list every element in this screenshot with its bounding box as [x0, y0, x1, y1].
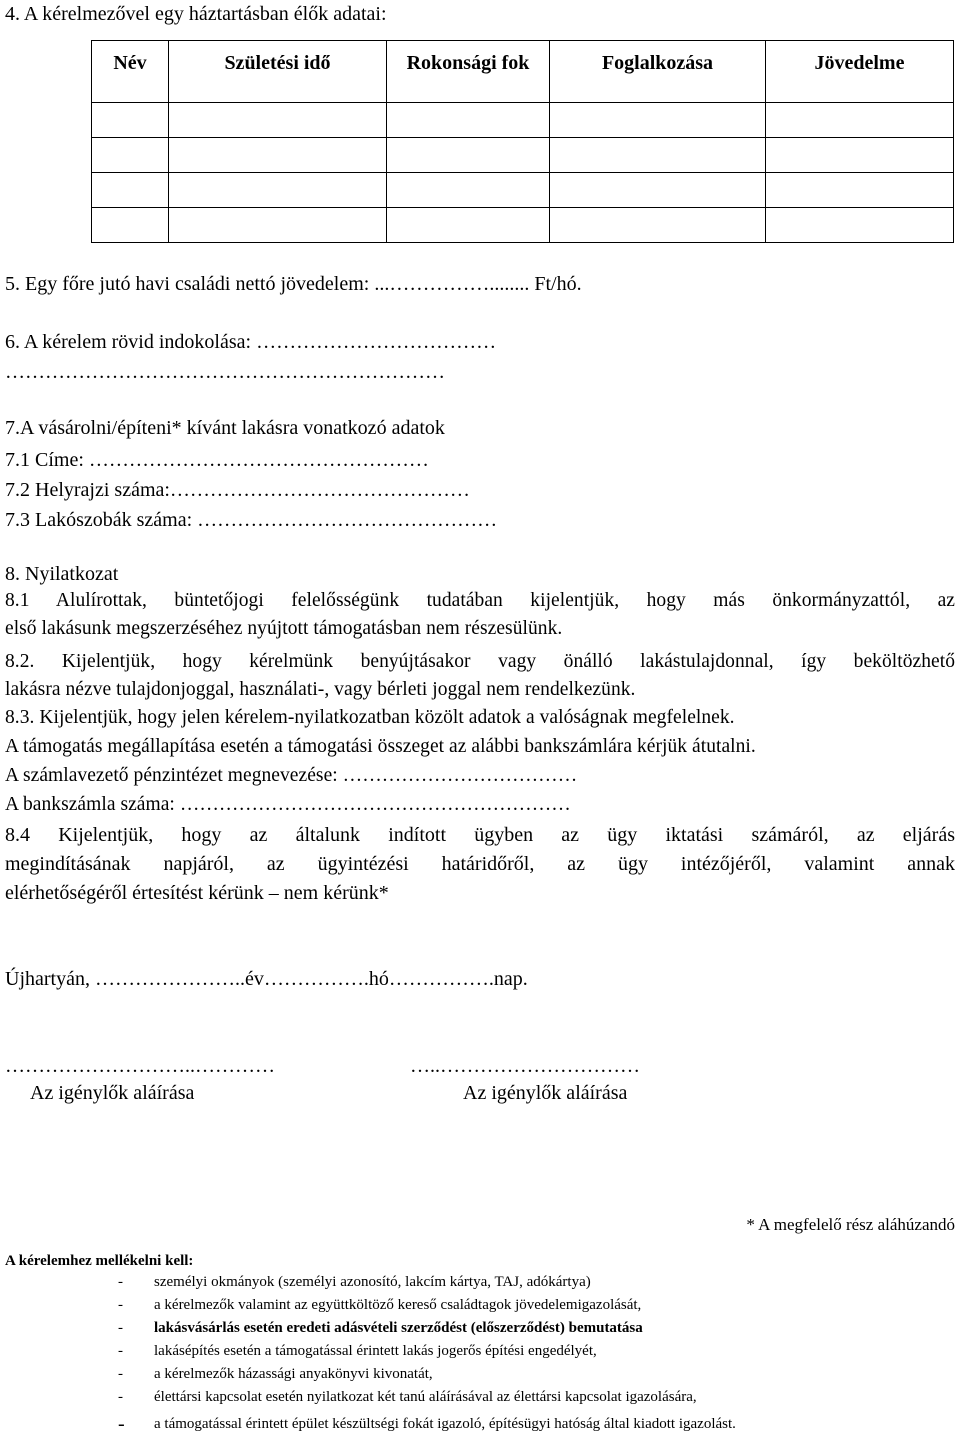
net-income-per-person-line[interactable]: 5. Egy főre jutó havi családi nettó jövedelem: ...……………........ Ft/hó.: [5, 273, 582, 295]
cell[interactable]: [169, 103, 387, 138]
dash: -: [118, 1343, 123, 1359]
table-row: [92, 138, 954, 173]
list-item-text: a kérelmezők házassági anyakönyvi kivonatát,: [154, 1366, 433, 1382]
cell[interactable]: [387, 138, 550, 173]
date-line[interactable]: Újhartyán, …………………..év…………….hó…………….nap.: [5, 968, 528, 990]
list-item: [118, 1272, 736, 1295]
cell[interactable]: [92, 103, 169, 138]
attachments-list: [118, 1272, 736, 1437]
declaration-8-1-line-2: első lakásunk megszerzéséhez nyújtott támogatásban nem részesülünk.: [5, 618, 563, 639]
cell[interactable]: [766, 208, 954, 243]
column-header-name: Név: [92, 41, 169, 103]
table-row: [92, 208, 954, 243]
list-item-text: lakásvásárlás esetén eredeti adásvételi szerződést (előszerződést) bemutatása: [154, 1320, 643, 1336]
cell[interactable]: [169, 208, 387, 243]
household-members-table: [91, 40, 954, 243]
section8-title: 8. Nyilatkozat: [5, 563, 119, 585]
table-row: [92, 173, 954, 208]
request-justification-line-1[interactable]: 6. A kérelem rövid indokolása: ………………………………: [5, 331, 497, 353]
cell[interactable]: [169, 138, 387, 173]
dash: -: [118, 1389, 123, 1405]
cell[interactable]: [550, 173, 766, 208]
room-count-line[interactable]: 7.3 Lakószobák száma: ………………………………………: [5, 509, 498, 531]
cell[interactable]: [766, 173, 954, 208]
section4-title: 4. A kérelmezővel egy háztartásban élők adatai:: [5, 3, 387, 25]
column-header-birth-date: Születési idő: [169, 41, 387, 103]
cell[interactable]: [92, 173, 169, 208]
declaration-8-2-line-2: lakásra nézve tulajdonjoggal, használati-, vagy bérleti joggal nem rendelkezünk.: [5, 679, 636, 700]
column-header-income: Jövedelme: [766, 41, 954, 103]
cell[interactable]: [169, 173, 387, 208]
bank-account-line[interactable]: A bankszámla száma: ……………………………………………………: [5, 794, 571, 815]
dash: -: [118, 1320, 123, 1336]
list-item: [118, 1364, 736, 1387]
declaration-8-2-line-1: 8.2. Kijelentjük, hogy kérelmünk benyújtásakor vagy önálló lakástulajdonnal, így beköltözhető: [5, 651, 955, 672]
bank-name-line[interactable]: A számlavezető pénzintézet megnevezése: ………………………………: [5, 765, 578, 786]
cell[interactable]: [550, 103, 766, 138]
signature-line-left[interactable]: ………………………..…………: [5, 1055, 275, 1077]
list-item: [118, 1414, 736, 1437]
declaration-8-4-line-1: 8.4 Kijelentjük, hogy az általunk indított ügyben az ügy iktatási számáról, az eljárás: [5, 824, 955, 846]
cell[interactable]: [92, 138, 169, 173]
list-item: [118, 1341, 736, 1364]
cell[interactable]: [387, 173, 550, 208]
cell[interactable]: [550, 138, 766, 173]
cell[interactable]: [92, 208, 169, 243]
lot-number-line[interactable]: 7.2 Helyrajzi száma:………………………………………: [5, 479, 470, 501]
signature-label-left: Az igénylők aláírása: [30, 1082, 195, 1104]
section7-title: 7.A vásárolni/építeni* kívánt lakásra vonatkozó adatok: [5, 417, 445, 439]
list-item-text: személyi okmányok (személyi azonosító, lakcím kártya, TAJ, adókártya): [154, 1274, 591, 1290]
transfer-request: A támogatás megállapítása esetén a támogatási összeget az alábbi bankszámlára kérjük átutalni.: [5, 736, 756, 757]
dash: -: [118, 1297, 123, 1313]
list-item-text: a kérelmezők valamint az együttköltöző kereső családtagok jövedelemigazolását,: [154, 1297, 642, 1313]
declaration-8-3: 8.3. Kijelentjük, hogy jelen kérelem-nyilatkozatban közölt adatok a valóságnak megfelelnek.: [5, 707, 735, 728]
address-line[interactable]: 7.1 Címe: ……………………………………………: [5, 449, 429, 471]
table-header-row: [92, 41, 954, 103]
cell[interactable]: [387, 208, 550, 243]
cell[interactable]: [550, 208, 766, 243]
cell[interactable]: [387, 103, 550, 138]
list-item-text: a támogatással érintett épület készültségi fokát igazoló, építésügyi hatóság által kiadott igazolást.: [154, 1416, 736, 1432]
dash: -: [118, 1366, 123, 1382]
cell[interactable]: [766, 138, 954, 173]
declaration-8-1-line-1: 8.1 Alulírottak, büntetőjogi felelősségünk tudatában kijelentjük, hogy más önkormányzattól, az: [5, 590, 955, 611]
declaration-8-4-line-3: elérhetőségéről értesítést kérünk – nem kérünk*: [5, 882, 389, 904]
dash: -: [118, 1274, 123, 1290]
table-row: [92, 103, 954, 138]
list-item: [118, 1387, 736, 1410]
footnote: * A megfelelő rész aláhúzandó: [746, 1215, 955, 1234]
column-header-occupation: Foglalkozása: [550, 41, 766, 103]
column-header-relationship: Rokonsági fok: [387, 41, 550, 103]
list-item-text: élettársi kapcsolat esetén nyilatkozat két tanú aláírásával az élettársi kapcsolat igazolására,: [154, 1389, 697, 1405]
cell[interactable]: [766, 103, 954, 138]
request-justification-line-2[interactable]: …………………………………………………………: [5, 361, 445, 383]
signature-label-right: Az igénylők aláírása: [463, 1082, 628, 1104]
signature-line-right[interactable]: …..…………………………: [410, 1055, 640, 1077]
attachments-title: A kérelemhez mellékelni kell:: [5, 1253, 194, 1269]
list-item: [118, 1295, 736, 1318]
dash: -: [118, 1413, 125, 1435]
list-item-text: lakásépítés esetén a támogatással érintett lakás jogerős építési engedélyét,: [154, 1343, 597, 1359]
declaration-8-4-line-2: megindításának napjáról, az ügyintézési határidőről, az ügy intézőjéről, valamint annak: [5, 853, 955, 875]
list-item: [118, 1318, 736, 1341]
